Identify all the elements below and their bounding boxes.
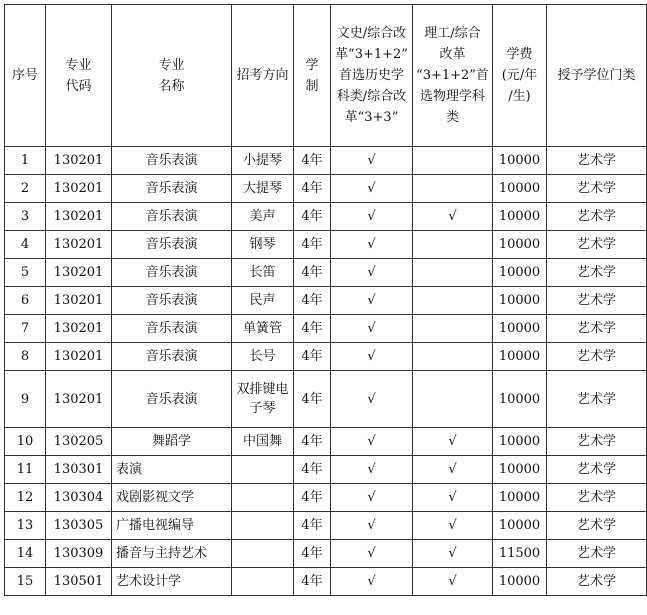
cell-code: 130201 — [46, 315, 112, 343]
document-page — [4, 4, 647, 596]
cell-direction — [232, 540, 294, 568]
cell-hist: √ — [331, 203, 413, 231]
cell-sci: √ — [413, 428, 493, 456]
cell-hist: √ — [331, 315, 413, 343]
cell-sci — [413, 315, 493, 343]
cell-fee: 10000 — [493, 512, 547, 540]
table-body — [5, 147, 647, 596]
header-duration-label: 学 制 — [305, 57, 319, 94]
header-duration — [294, 5, 331, 147]
header-seq-label: 序号 — [11, 68, 38, 83]
cell-hist: √ — [331, 343, 413, 371]
cell-direction — [232, 568, 294, 596]
cell-name: 艺术设计学 — [112, 568, 232, 596]
cell-degree: 艺术学 — [547, 203, 647, 231]
cell-seq: 12 — [5, 484, 46, 512]
cell-seq: 3 — [5, 203, 46, 231]
cell-degree: 艺术学 — [547, 568, 647, 596]
table-row — [5, 456, 647, 484]
cell-fee: 10000 — [493, 456, 547, 484]
cell-sci — [413, 147, 493, 175]
header-hist-label: 文史/综合改 革“3+1+2” 首选历史学 科类/综合改 革“3+3” — [335, 26, 408, 125]
cell-duration: 4年 — [294, 540, 331, 568]
cell-hist: √ — [331, 484, 413, 512]
cell-sci — [413, 175, 493, 203]
cell-sci: √ — [413, 203, 493, 231]
cell-name: 音乐表演 — [112, 175, 232, 203]
cell-direction — [232, 512, 294, 540]
table-row — [5, 175, 647, 203]
cell-degree: 艺术学 — [547, 231, 647, 259]
cell-degree: 艺术学 — [547, 147, 647, 175]
header-sci — [413, 5, 493, 147]
cell-degree: 艺术学 — [547, 343, 647, 371]
cell-degree: 艺术学 — [547, 371, 647, 428]
cell-degree: 艺术学 — [547, 259, 647, 287]
cell-code: 130201 — [46, 259, 112, 287]
cell-hist: √ — [331, 287, 413, 315]
header-fee — [493, 5, 547, 147]
cell-code: 130305 — [46, 512, 112, 540]
cell-direction: 长号 — [232, 343, 294, 371]
cell-fee: 10000 — [493, 287, 547, 315]
cell-sci: √ — [413, 512, 493, 540]
header-seq — [5, 5, 46, 147]
header-degree-label: 授予学位门类 — [557, 68, 636, 83]
cell-direction: 小提琴 — [232, 147, 294, 175]
cell-code: 130201 — [46, 371, 112, 428]
cell-degree: 艺术学 — [547, 512, 647, 540]
cell-fee: 11500 — [493, 540, 547, 568]
cell-name: 音乐表演 — [112, 203, 232, 231]
cell-hist: √ — [331, 371, 413, 428]
cell-seq: 10 — [5, 428, 46, 456]
cell-duration: 4年 — [294, 231, 331, 259]
cell-name: 音乐表演 — [112, 343, 232, 371]
cell-name: 舞蹈学 — [112, 428, 232, 456]
table-row — [5, 315, 647, 343]
header-degree — [547, 5, 647, 147]
cell-duration: 4年 — [294, 259, 331, 287]
cell-degree: 艺术学 — [547, 540, 647, 568]
cell-sci — [413, 343, 493, 371]
header-direction-label: 招考方向 — [236, 68, 289, 83]
cell-fee: 10000 — [493, 343, 547, 371]
cell-code: 130201 — [46, 203, 112, 231]
header-sci-label: 理工/综合 改革 “3+1+2”首 选物理学科 类 — [416, 26, 489, 125]
cell-fee: 10000 — [493, 568, 547, 596]
cell-code: 130205 — [46, 428, 112, 456]
table-row — [5, 484, 647, 512]
cell-fee: 10000 — [493, 147, 547, 175]
cell-hist: √ — [331, 147, 413, 175]
cell-name: 播音与主持艺术 — [112, 540, 232, 568]
cell-duration: 4年 — [294, 315, 331, 343]
table-row — [5, 259, 647, 287]
cell-name: 音乐表演 — [112, 259, 232, 287]
cell-fee: 10000 — [493, 371, 547, 428]
cell-name: 表演 — [112, 456, 232, 484]
table-row — [5, 512, 647, 540]
cell-seq: 2 — [5, 175, 46, 203]
cell-code: 130501 — [46, 568, 112, 596]
cell-seq: 11 — [5, 456, 46, 484]
cell-seq: 14 — [5, 540, 46, 568]
header-name — [112, 5, 232, 147]
cell-name: 音乐表演 — [112, 371, 232, 428]
cell-direction: 大提琴 — [232, 175, 294, 203]
header-code — [46, 5, 112, 147]
cell-seq: 1 — [5, 147, 46, 175]
cell-seq: 4 — [5, 231, 46, 259]
cell-duration: 4年 — [294, 147, 331, 175]
cell-direction: 长笛 — [232, 259, 294, 287]
cell-duration: 4年 — [294, 203, 331, 231]
cell-hist: √ — [331, 512, 413, 540]
cell-duration: 4年 — [294, 371, 331, 428]
cell-seq: 8 — [5, 343, 46, 371]
cell-name: 音乐表演 — [112, 287, 232, 315]
cell-sci — [413, 371, 493, 428]
cell-direction: 双排键电 子琴 — [232, 371, 294, 428]
cell-direction: 民声 — [232, 287, 294, 315]
cell-code: 130201 — [46, 343, 112, 371]
table-row — [5, 287, 647, 315]
table-row — [5, 568, 647, 596]
header-direction — [232, 5, 294, 147]
cell-fee: 10000 — [493, 175, 547, 203]
table-row — [5, 231, 647, 259]
cell-seq: 7 — [5, 315, 46, 343]
table-row — [5, 428, 647, 456]
cell-duration: 4年 — [294, 484, 331, 512]
cell-direction — [232, 484, 294, 512]
table-row — [5, 540, 647, 568]
table-row — [5, 343, 647, 371]
cell-name: 音乐表演 — [112, 147, 232, 175]
cell-degree: 艺术学 — [547, 456, 647, 484]
cell-code: 130304 — [46, 484, 112, 512]
cell-degree: 艺术学 — [547, 428, 647, 456]
cell-degree: 艺术学 — [547, 175, 647, 203]
cell-code: 130201 — [46, 231, 112, 259]
cell-fee: 10000 — [493, 428, 547, 456]
cell-code: 130201 — [46, 287, 112, 315]
cell-seq: 9 — [5, 371, 46, 428]
cell-code: 130201 — [46, 175, 112, 203]
cell-fee: 10000 — [493, 315, 547, 343]
cell-name: 广播电视编导 — [112, 512, 232, 540]
table-row — [5, 147, 647, 175]
cell-fee: 10000 — [493, 484, 547, 512]
cell-seq: 15 — [5, 568, 46, 596]
cell-hist: √ — [331, 231, 413, 259]
cell-hist: √ — [331, 456, 413, 484]
cell-hist: √ — [331, 428, 413, 456]
cell-seq: 13 — [5, 512, 46, 540]
cell-code: 130201 — [46, 147, 112, 175]
cell-direction: 单簧管 — [232, 315, 294, 343]
cell-sci — [413, 231, 493, 259]
cell-sci — [413, 259, 493, 287]
cell-degree: 艺术学 — [547, 484, 647, 512]
cell-code: 130301 — [46, 456, 112, 484]
header-fee-label: 学费 (元/年 /生) — [501, 47, 538, 104]
cell-seq: 5 — [5, 259, 46, 287]
cell-fee: 10000 — [493, 203, 547, 231]
cell-name: 音乐表演 — [112, 231, 232, 259]
cell-sci: √ — [413, 568, 493, 596]
cell-fee: 10000 — [493, 259, 547, 287]
cell-fee: 10000 — [493, 231, 547, 259]
cell-duration: 4年 — [294, 428, 331, 456]
header-code-label: 专业 代码 — [65, 57, 92, 94]
header-name-label: 专业 名称 — [158, 57, 185, 94]
cell-duration: 4年 — [294, 343, 331, 371]
cell-duration: 4年 — [294, 568, 331, 596]
cell-duration: 4年 — [294, 456, 331, 484]
cell-hist: √ — [331, 568, 413, 596]
cell-degree: 艺术学 — [547, 287, 647, 315]
table-row — [5, 371, 647, 428]
cell-hist: √ — [331, 259, 413, 287]
cell-name: 音乐表演 — [112, 315, 232, 343]
header-hist — [331, 5, 413, 147]
cell-duration: 4年 — [294, 512, 331, 540]
cell-seq: 6 — [5, 287, 46, 315]
cell-hist: √ — [331, 540, 413, 568]
cell-code: 130309 — [46, 540, 112, 568]
header-row — [5, 5, 647, 147]
cell-duration: 4年 — [294, 287, 331, 315]
cell-hist: √ — [331, 175, 413, 203]
cell-sci — [413, 287, 493, 315]
cell-direction: 中国舞 — [232, 428, 294, 456]
cell-duration: 4年 — [294, 175, 331, 203]
cell-sci: √ — [413, 540, 493, 568]
table-row — [5, 203, 647, 231]
cell-direction — [232, 456, 294, 484]
cell-direction: 钢琴 — [232, 231, 294, 259]
cell-sci: √ — [413, 456, 493, 484]
cell-sci: √ — [413, 484, 493, 512]
cell-name: 戏剧影视文学 — [112, 484, 232, 512]
admission-table — [4, 4, 647, 596]
cell-degree: 艺术学 — [547, 315, 647, 343]
cell-direction: 美声 — [232, 203, 294, 231]
